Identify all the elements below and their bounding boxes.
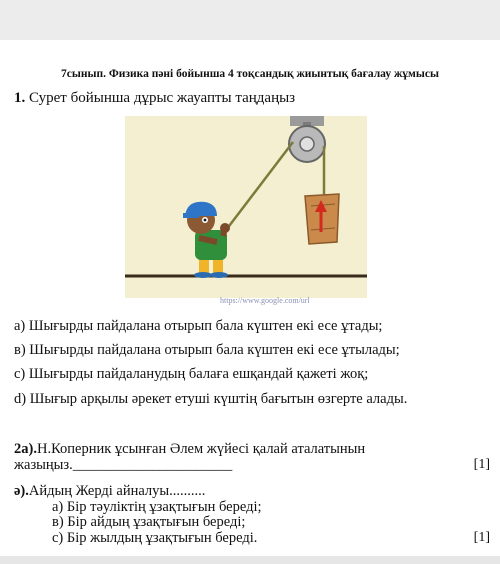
top-margin	[0, 0, 500, 40]
question-1-option-d: d) Шығыр арқылы әрекет етуші күштің бағытын өзгерте алады.	[14, 391, 408, 407]
pulley-drawing	[125, 116, 367, 298]
question-2b-option-c: с) Бір жылдың ұзақтығын береді.	[52, 530, 258, 546]
question-1-prompt	[14, 90, 295, 107]
pulley-axle	[300, 137, 314, 151]
question-2b-option-a: а) Бір тәуліктің ұзақтығын береді;	[52, 499, 262, 515]
question-1-text: Сурет бойынша дұрыс жауапты таңдаңыз	[29, 90, 296, 106]
image-source-url[interactable]: https://www.google.com/url	[220, 296, 310, 305]
question-2b-text: Айдың Жерді айналуы..........	[28, 483, 206, 499]
question-1-option-a: a) Шығырды пайдалана отырып бала күштен екі есе ұтады;	[14, 318, 383, 334]
question-2a-number: 2а).	[14, 441, 37, 457]
pull-rope	[223, 142, 293, 234]
question-2a-mark: [1]	[473, 457, 490, 472]
question-2b-option-b: в) Бір айдың ұзақтығын береді;	[52, 514, 246, 530]
question-2b-number: ә).	[14, 483, 29, 499]
worksheet-header: 7сынып. Физика пәні бойынша 4 тоқсандық жиынтық бағалау жұмысы	[61, 68, 439, 80]
question-2b-prompt	[14, 483, 205, 500]
question-2a-line-2: жазыңыз.______________________	[14, 457, 233, 473]
question-1-option-b: в) Шығырды пайдалана отырып бала күштен екі есе ұтылады;	[14, 342, 400, 358]
question-2b-mark: [1]	[473, 530, 490, 545]
question-2a-text: Н.Коперник ұсынған Әлем жүйесі қалай аталатынын	[36, 441, 366, 457]
question-1-option-c: c) Шығырды пайдаланудың балаға ешқандай қажеті жоқ;	[14, 366, 369, 382]
boy-figure	[183, 202, 230, 278]
question-1-number: 1.	[14, 90, 26, 106]
question-2a-line-1	[14, 441, 365, 458]
bottom-margin	[0, 556, 500, 564]
pulley-illustration	[125, 116, 367, 298]
